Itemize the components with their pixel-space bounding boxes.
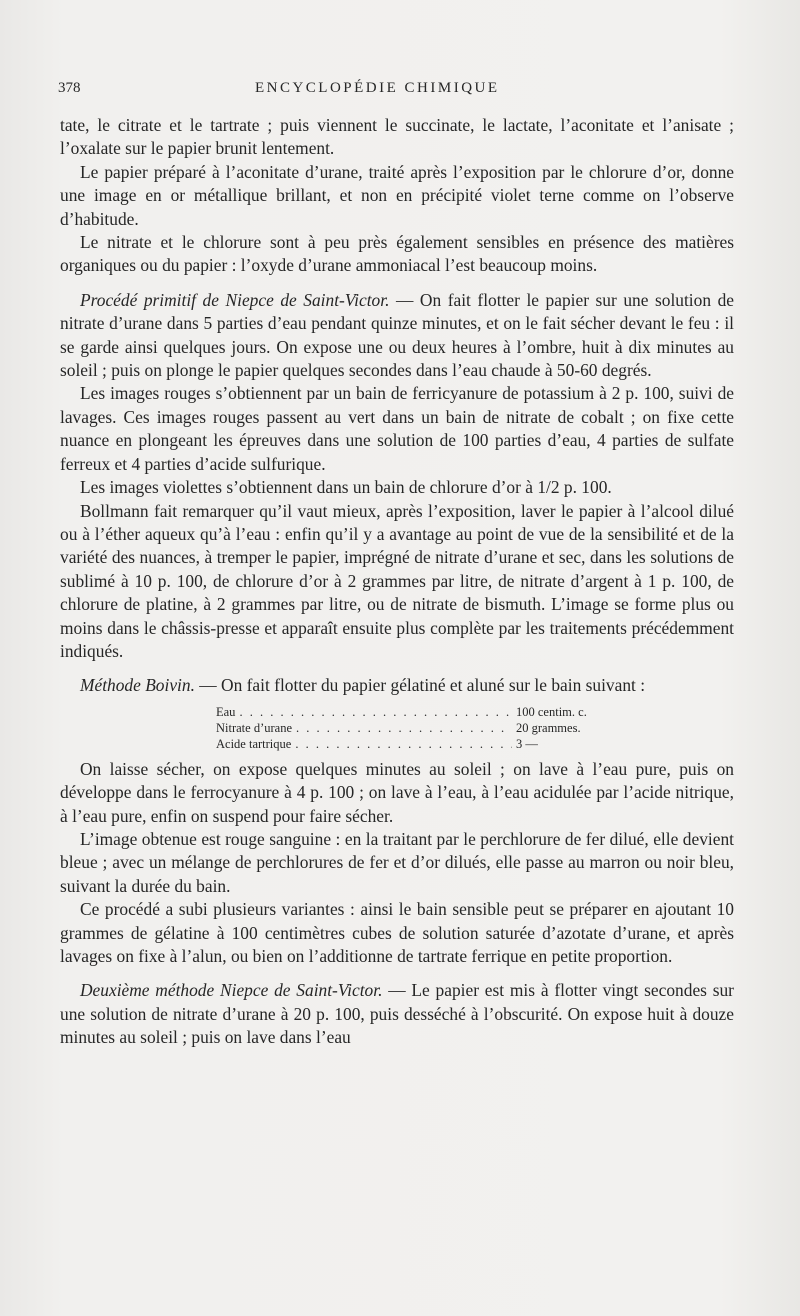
paragraph-text: Les images rouges s’obtiennent par un bain de ferricyanure de potassium à 2 p. 100, suivi de lavages. Ces images rouges passent au vert dans un bain de nitrate de cobalt ; on fixe cette nuance en plongeant les épreuves dans une solution de 100 parties d’eau, 4 parties de sulfate ferreux et 4 parties d’acide sulfurique. (60, 383, 734, 474)
paragraph-text: — Le papier est mis à flotter vingt secondes sur une solution de nitrate d’urane à 20 p. 100, puis desséché à l’obscurité. On expose huit à douze minutes au soleil ; puis on lave dans l’eau (60, 980, 734, 1048)
ingredient-name: Acide tartrique (216, 736, 292, 751)
section-title: Procédé primitif de Niepce de Saint-Victor. (80, 289, 390, 310)
paragraph (60, 114, 734, 161)
paragraph-text: Ce procédé a subi plusieurs variantes : ainsi le bain sensible peut se préparer en ajoutant 10 grammes de gélatine à 100 centimètres cubes de solution saturée d’azotate d’urane, et après lavages on fixe à l’alun, ou bien on l’additionne de tartrate ferrique en petite proportion. (60, 899, 734, 966)
paragraph-text: — On fait flotter le papier sur une solution de nitrate d’urane dans 5 parties d’eau pendant quinze minutes, et on le fait sécher devant le feu : il se garde ainsi quelques jours. On expose une ou deux heures à l’ombre, huit à dix minutes au soleil ; puis on plonge le papier quelques secondes dans l’eau chaude à 50-60 degrés. (60, 289, 734, 381)
page-number: 378 (58, 80, 81, 96)
paragraph (60, 231, 734, 278)
section-title: Méthode Boivin. (80, 675, 195, 696)
paragraph (60, 828, 734, 898)
recipe-table (216, 704, 616, 752)
paragraph (60, 500, 734, 664)
recipe-row (216, 736, 616, 752)
leader-dots (296, 720, 512, 736)
paragraph-text: — On fait flotter du papier gélatiné et aluné sur le bain suivant : (194, 675, 646, 696)
section-title: Deuxième méthode Niepce de Saint-Victor. (80, 980, 383, 1001)
ingredient-quantity: 20 grammes. (516, 720, 581, 735)
ingredient-name: Nitrate d’urane (216, 720, 293, 735)
paragraph (60, 382, 734, 476)
page-body (60, 114, 734, 1050)
running-title: ENCYCLOPÉDIE CHIMIQUE (254, 80, 500, 96)
ingredient-quantity: 3 — (516, 736, 538, 751)
leader-dots (239, 704, 512, 720)
paragraph (60, 476, 734, 499)
paragraph-text: Bollmann fait remarquer qu’il vaut mieux, après l’exposition, laver le papier à l’alcool dilué ou à l’éther aqueux qu’à l’eau : enfin qu’il y a avantage au point de vue de la sensibilité et de la variété des nuances, à tremper le papier, imprégné de nitrate d’urane et sec, dans les solutions de sublimé à 10 p. 100, de chlorure d’or à 2 grammes par litre, de nitrate d’argent à 1 p. 100, de chlorure de platine, à 2 grammes par litre, ou de nitrate de bismuth. L’image se forme plus ou moins dans le châssis-presse et apparaît ensuite plus complète par les traitements précédemment indiqués. (60, 500, 734, 661)
page-header (60, 80, 734, 114)
paragraph (60, 758, 734, 828)
recipe-row (216, 704, 616, 720)
paragraph-text: L’image obtenue est rouge sanguine : en la traitant par le perchlorure de fer dilué, elle devient bleue ; avec un mélange de perchlorures de fer et d’or dilués, elle passe au marron ou noir bleu, suivant la durée du bain. (60, 828, 734, 896)
paragraph (60, 289, 734, 383)
paragraph (60, 674, 734, 697)
ingredient-name: Eau (216, 704, 236, 719)
ingredient-quantity: 100 centim. c. (516, 704, 587, 719)
leader-dots (295, 736, 512, 752)
paragraph (60, 979, 734, 1049)
paragraph (60, 161, 734, 231)
paragraph-text: On laisse sécher, on expose quelques minutes au soleil ; on lave à l’eau pure, puis on développe dans le ferrocyanure à 4 p. 100 ; on lave à l’eau, à l’eau acidulée par l’acide nitrique, à l’eau pure, enfin on suspend pour faire sécher. (60, 758, 734, 826)
recipe-row (216, 720, 616, 736)
paragraph-text: tate, le citrate et le tartrate ; puis viennent le succinate, le lactate, l’aconitate et l’anisate ; l’oxalate sur le papier brunit lentement. (60, 115, 734, 159)
paragraph (60, 898, 734, 968)
paragraph-text: Le papier préparé à l’aconitate d’urane, traité après l’exposition par le chlorure d’or, donne une image en or métallique brillant, et non en précipité violet terne comme on l’observe d’habitude. (60, 161, 734, 229)
paragraph-text: Le nitrate et le chlorure sont à peu près également sensibles en présence des matières organiques ou du papier : l’oxyde d’urane ammoniacal l’est beaucoup moins. (60, 232, 734, 276)
paragraph-text: Les images violettes s’obtiennent dans un bain de chlorure d’or à 1/2 p. 100. (80, 477, 612, 498)
